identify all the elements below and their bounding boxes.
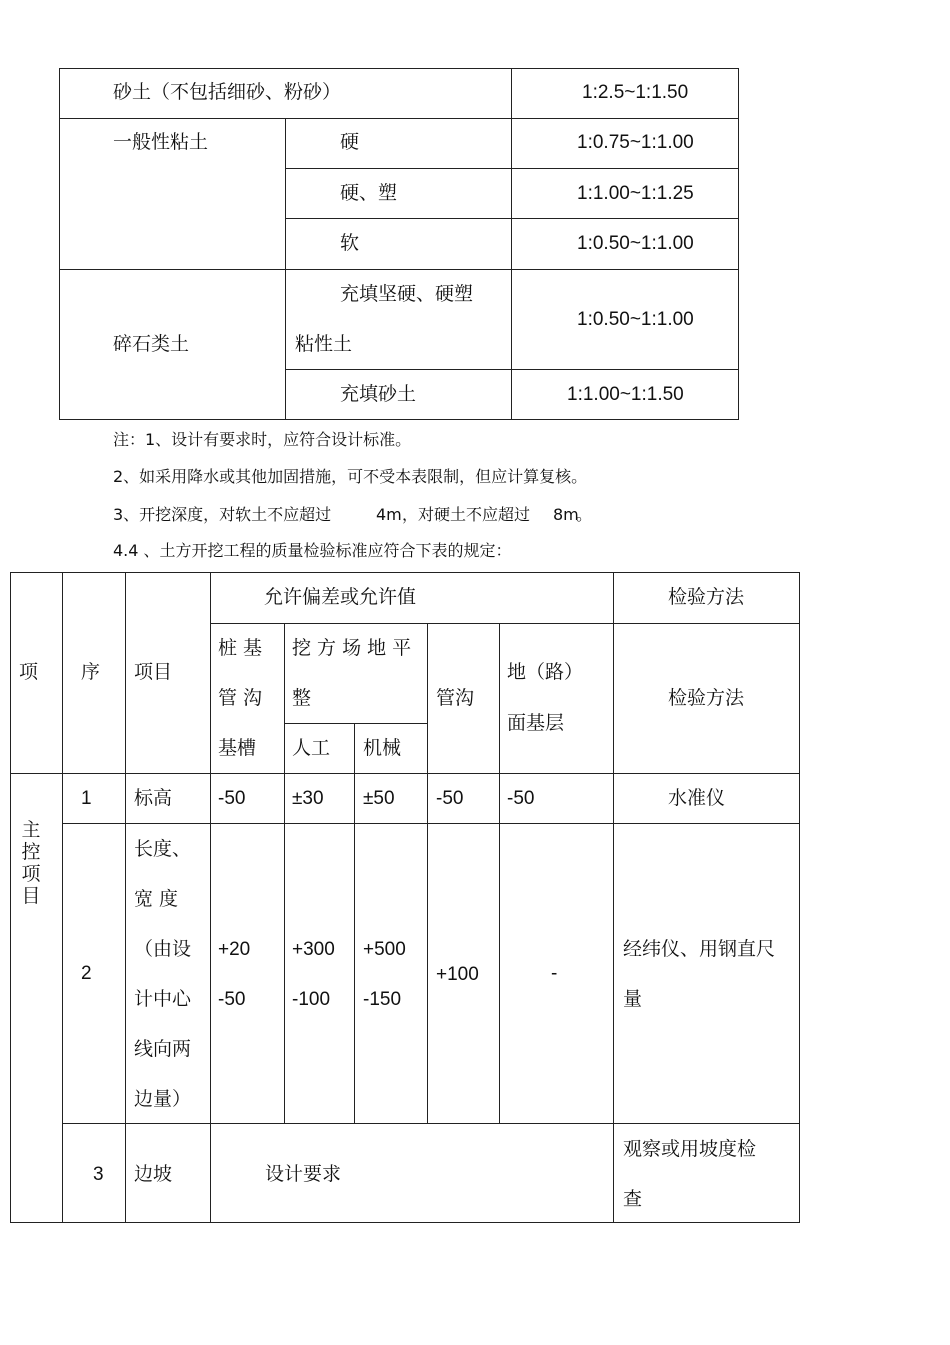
note-3-text-b: ，对硬土不应超过 [402,505,531,524]
row2-pile-lower: -50 [218,989,246,1010]
sub-hard: 硬 [340,131,360,153]
row3-seq: 3 [93,1164,104,1185]
note-3-end: 。 [576,505,593,524]
note-3-value-hard: 8m [553,505,579,524]
header-road-line1: 地（路） [507,661,584,683]
row2-item-line4: 计中心 [134,988,192,1010]
row-divider [11,773,799,774]
ratio-filled-sand: 1:1.00~1:1.50 [567,384,684,405]
col-divider [354,723,355,1123]
row2-machine-upper: +500 [363,939,406,960]
row2-road: - [551,963,558,984]
row2-item-line2: 宽 度 [134,888,179,910]
row2-manual-lower: -100 [292,989,331,1010]
header-tolerance: 允许偏差或允许值 [264,586,417,608]
header-seq: 序 [81,661,101,683]
col-divider [427,623,428,1123]
row2-item-line3: （由设 [134,938,192,960]
sub-filled-clay-line1: 充填坚硬、硬塑 [340,283,474,305]
sub-soft: 软 [340,232,360,254]
row2-item-line1: 长度、 [134,838,192,860]
ratio-sand: 1:2.5~1:1.50 [582,82,689,103]
header-item-class: 项 [19,661,39,683]
ratio-filled-clay: 1:0.50~1:1.00 [577,309,694,330]
row2-item-line5: 线向两 [134,1038,192,1060]
header-method-top: 检验方法 [668,586,745,608]
ratio-hard-plastic: 1:1.00~1:1.25 [577,183,694,204]
row1-trench: -50 [436,788,464,809]
header-method: 检验方法 [668,687,745,709]
col-divider [285,118,286,419]
col-divider [62,573,63,1222]
note-1: 注：1、设计有要求时，应符合设计标准。 [113,430,412,449]
header-item: 项目 [134,661,173,683]
row1-manual: ±30 [292,788,324,809]
row-divider [60,118,738,119]
row3-method-line1: 观察或用坡度检 [623,1138,757,1160]
header-pile-line3: 基槽 [218,737,257,759]
col-divider [511,69,512,419]
row3-method-line2: 查 [623,1188,643,1210]
row2-seq: 2 [81,963,92,984]
ratio-hard: 1:0.75~1:1.00 [577,132,694,153]
slope-table [59,68,739,420]
row2-manual-upper: +300 [292,939,335,960]
row2-method-line2: 量 [623,988,643,1010]
header-machine: 机械 [363,737,402,759]
row2-machine-lower: -150 [363,989,402,1010]
col-divider [613,573,614,1222]
row2-trench: +100 [436,964,479,985]
col-divider [210,573,211,1222]
soil-gravel: 碎石类土 [113,333,190,355]
section-title: 4.4 、土方开挖工程的质量检验标准应符合下表的规定： [113,541,512,560]
row1-seq: 1 [81,788,92,809]
header-pile-line2: 管 沟 [218,687,263,709]
row1-road: -50 [507,788,535,809]
row1-method: 水准仪 [668,787,726,809]
row2-item-line6: 边量） [134,1088,192,1110]
row-divider [210,623,799,624]
sub-filled-sand: 充填砂土 [340,383,417,405]
soil-sand: 砂土（不包括细砂、粉砂） [113,81,342,103]
sub-hard-plastic: 硬、塑 [340,182,398,204]
header-manual: 人工 [292,737,331,759]
col-divider [284,623,285,1123]
qc-table [10,572,800,1223]
header-trench: 管沟 [436,687,475,709]
row-divider [284,723,427,724]
note-3-text-a: 3、开挖深度，对软土不应超过 [113,505,332,524]
header-pile-line1: 桩 基 [218,637,263,659]
ratio-soft: 1:0.50~1:1.00 [577,233,694,254]
row-divider [62,823,799,824]
row1-machine: ±50 [363,788,395,809]
col-divider [499,623,500,1123]
row1-pile: -50 [218,788,246,809]
row2-pile-upper: +20 [218,939,251,960]
note-3-value-soft: 4m [376,505,402,524]
group-main-control: 主控项目 [21,819,41,907]
row2-method-line1: 经纬仪、用钢直尺 [623,938,776,960]
row-divider [60,269,738,270]
row3-value: 设计要求 [265,1163,342,1185]
header-site-line1: 挖 方 场 地 平 [292,637,412,659]
sub-filled-clay-line2: 粘性土 [295,333,353,355]
soil-clay: 一般性粘土 [113,131,209,153]
row-divider [62,1123,799,1124]
header-road-line2: 面基层 [507,712,565,734]
col-divider [125,573,126,1222]
row1-item: 标高 [134,787,173,809]
header-site-line2: 整 [292,687,312,709]
row3-item: 边坡 [134,1163,173,1185]
note-2: 2、如采用降水或其他加固措施，可不受本表限制，但应计算复核。 [113,467,588,486]
